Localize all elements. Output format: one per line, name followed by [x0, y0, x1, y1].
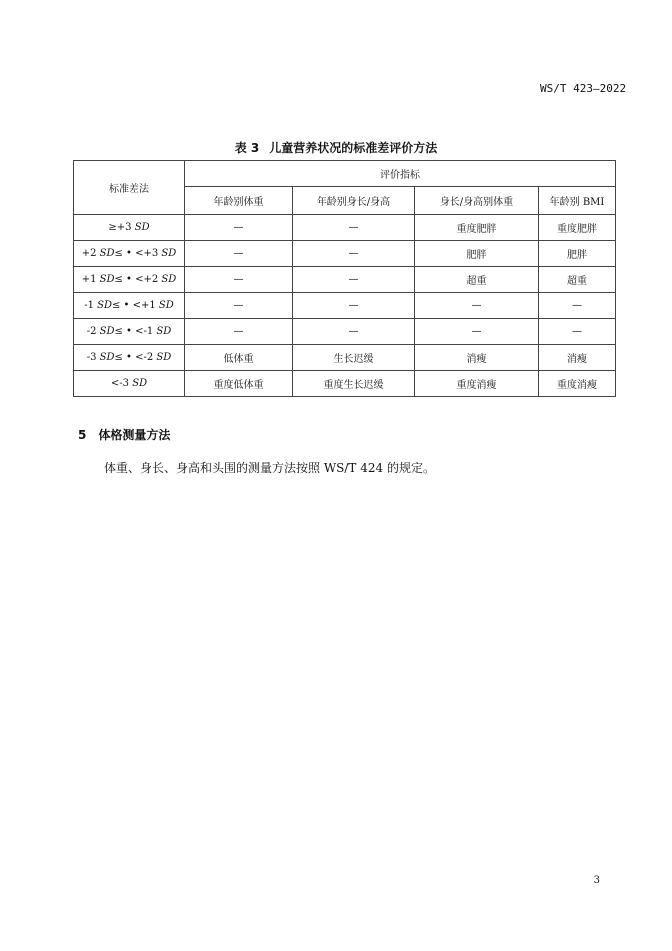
table-cell: — [185, 293, 293, 319]
table-cell: — [185, 241, 293, 267]
section-body-text: 体重、身长、身高和头围的测量方法按照 WS/T 424 的规定。 [104, 461, 435, 475]
sd-range-cell: +2 SD≤ • <+3 SD [74, 241, 185, 267]
table-cell: — [185, 267, 293, 293]
sd-range-cell: -2 SD≤ • <-1 SD [74, 319, 185, 345]
table-cell: — [293, 293, 415, 319]
table-cell: — [293, 267, 415, 293]
group-header-cell: 评价指标 [185, 161, 616, 187]
table-cell: — [185, 215, 293, 241]
section-title: 体格测量方法 [98, 428, 171, 442]
table-cell: 消瘦 [415, 345, 539, 371]
table-cell: 肥胖 [415, 241, 539, 267]
table-cell: — [293, 241, 415, 267]
table-cell: 低体重 [185, 345, 293, 371]
table-title: 儿童营养状况的标准差评价方法 [269, 141, 438, 155]
table-cell: — [185, 319, 293, 345]
column-header: 年龄别 BMI [539, 187, 616, 215]
sd-range-cell: <-3 SD [74, 371, 185, 397]
sd-range-cell: ≥+3 SD [74, 215, 185, 241]
table-row [74, 319, 616, 345]
table-cell: 肥胖 [539, 241, 616, 267]
table-row [74, 241, 616, 267]
table-row [74, 215, 616, 241]
table-cell: 重度肥胖 [539, 215, 616, 241]
table-cell: — [539, 319, 616, 345]
table-number: 表 3 [234, 141, 260, 155]
table-cell: 超重 [415, 267, 539, 293]
table-row [74, 345, 616, 371]
evaluation-table [73, 160, 616, 397]
table-cell: — [293, 215, 415, 241]
sd-range-cell: -3 SD≤ • <-2 SD [74, 345, 185, 371]
table-cell: 消瘦 [539, 345, 616, 371]
table-row [74, 267, 616, 293]
column-header: 年龄别体重 [185, 187, 293, 215]
sd-range-cell: +1 SD≤ • <+2 SD [74, 267, 185, 293]
table-cell: — [415, 293, 539, 319]
standard-code: WS/T 423—2022 [540, 82, 627, 95]
section-number: 5 [78, 428, 87, 442]
table-cell: — [415, 319, 539, 345]
table-row [74, 371, 616, 397]
table-cell: 重度消瘦 [415, 371, 539, 397]
table-cell: — [539, 293, 616, 319]
table-cell: 重度肥胖 [415, 215, 539, 241]
row-header-cell: 标准差法 [74, 161, 185, 215]
column-header: 身长/身高别体重 [415, 187, 539, 215]
table-cell: 超重 [539, 267, 616, 293]
table-cell: 重度生长迟缓 [293, 371, 415, 397]
table-cell: — [293, 319, 415, 345]
table-cell: 生长迟缓 [293, 345, 415, 371]
page-number: 3 [593, 875, 600, 886]
table-cell: 重度消瘦 [539, 371, 616, 397]
section-heading [78, 426, 170, 443]
column-header: 年龄别身长/身高 [293, 187, 415, 215]
table-row [74, 293, 616, 319]
table-cell: 重度低体重 [185, 371, 293, 397]
table-caption [0, 139, 672, 156]
sd-range-cell: -1 SD≤ • <+1 SD [74, 293, 185, 319]
